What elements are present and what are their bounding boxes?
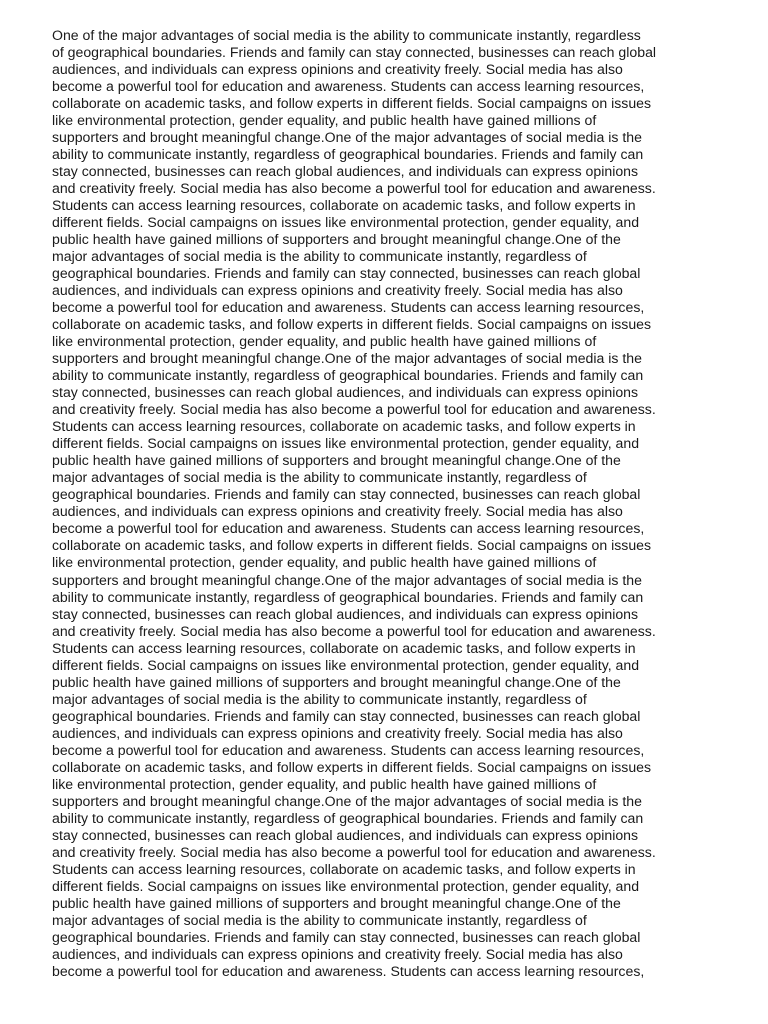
text-line: ability to communicate instantly, regardless of geographical boundaries. Friends and family can xyxy=(52,809,644,826)
text-line: ability to communicate instantly, regardless of geographical boundaries. Friends and family can xyxy=(52,588,644,605)
text-line: become a powerful tool for education and awareness. Students can access learning resources, xyxy=(52,299,645,316)
text-line: stay connected, businesses can reach global audiences, and individuals can express opinions xyxy=(52,605,639,622)
text-line: geographical boundaries. Friends and family can stay connected, businesses can reach global xyxy=(52,265,641,282)
text-line: different fields. Social campaigns on issues like environmental protection, gender equality, and xyxy=(52,214,640,231)
text-line: collaborate on academic tasks, and follow experts in different fields. Social campaigns on issues xyxy=(52,316,652,333)
text-line: different fields. Social campaigns on issues like environmental protection, gender equality, and xyxy=(52,435,640,452)
text-line: major advantages of social media is the ability to communicate instantly, regardless of xyxy=(52,469,587,486)
text-line: public health have gained millions of supporters and brought meaningful change.One of the xyxy=(52,231,621,248)
text-line: geographical boundaries. Friends and family can stay connected, businesses can reach global xyxy=(52,928,641,945)
text-line: stay connected, businesses can reach global audiences, and individuals can express opinions xyxy=(52,163,639,180)
text-line: and creativity freely. Social media has also become a powerful tool for education and awareness. xyxy=(52,180,656,197)
body-text xyxy=(52,27,732,980)
text-line: stay connected, businesses can reach global audiences, and individuals can express opinions xyxy=(52,826,639,843)
text-line: ability to communicate instantly, regardless of geographical boundaries. Friends and family can xyxy=(52,146,644,163)
text-line: audiences, and individuals can express opinions and creativity freely. Social media has also xyxy=(52,724,623,741)
text-line: public health have gained millions of supporters and brought meaningful change.One of the xyxy=(52,894,621,911)
text-line: different fields. Social campaigns on issues like environmental protection, gender equality, and xyxy=(52,877,640,894)
text-line: become a powerful tool for education and awareness. Students can access learning resources, xyxy=(52,962,645,979)
text-line: like environmental protection, gender equality, and public health have gained millions of xyxy=(52,775,597,792)
text-line: major advantages of social media is the ability to communicate instantly, regardless of xyxy=(52,248,587,265)
document-page xyxy=(52,27,732,992)
text-line: and creativity freely. Social media has also become a powerful tool for education and awareness. xyxy=(52,401,656,418)
text-line: and creativity freely. Social media has also become a powerful tool for education and awareness. xyxy=(52,843,656,860)
text-line: Students can access learning resources, collaborate on academic tasks, and follow experts in xyxy=(52,418,636,435)
text-line: public health have gained millions of supporters and brought meaningful change.One of the xyxy=(52,673,621,690)
text-line: supporters and brought meaningful change.One of the major advantages of social media is the xyxy=(52,571,642,588)
text-line: Students can access learning resources, collaborate on academic tasks, and follow experts in xyxy=(52,639,636,656)
text-line: become a powerful tool for education and awareness. Students can access learning resources, xyxy=(52,741,645,758)
text-line: supporters and brought meaningful change.One of the major advantages of social media is the xyxy=(52,129,642,146)
text-line: of geographical boundaries. Friends and family can stay connected, businesses can reach global xyxy=(52,44,657,61)
text-line: like environmental protection, gender equality, and public health have gained millions of xyxy=(52,333,597,350)
text-line: stay connected, businesses can reach global audiences, and individuals can express opinions xyxy=(52,384,639,401)
text-line: like environmental protection, gender equality, and public health have gained millions of xyxy=(52,112,597,129)
text-line: become a powerful tool for education and awareness. Students can access learning resources, xyxy=(52,78,645,95)
text-line: audiences, and individuals can express opinions and creativity freely. Social media has also xyxy=(52,282,623,299)
text-line: major advantages of social media is the ability to communicate instantly, regardless of xyxy=(52,690,587,707)
text-line: audiences, and individuals can express opinions and creativity freely. Social media has also xyxy=(52,503,623,520)
text-line: and creativity freely. Social media has also become a powerful tool for education and awareness. xyxy=(52,622,656,639)
text-line: Students can access learning resources, collaborate on academic tasks, and follow experts in xyxy=(52,860,636,877)
text-line: public health have gained millions of supporters and brought meaningful change.One of the xyxy=(52,452,621,469)
text-line: Students can access learning resources, collaborate on academic tasks, and follow experts in xyxy=(52,197,636,214)
text-line: collaborate on academic tasks, and follow experts in different fields. Social campaigns on issues xyxy=(52,758,652,775)
text-line: different fields. Social campaigns on issues like environmental protection, gender equality, and xyxy=(52,656,640,673)
text-line: become a powerful tool for education and awareness. Students can access learning resources, xyxy=(52,520,645,537)
text-line: geographical boundaries. Friends and family can stay connected, businesses can reach global xyxy=(52,707,641,724)
text-line: supporters and brought meaningful change.One of the major advantages of social media is the xyxy=(52,792,642,809)
text-line: collaborate on academic tasks, and follow experts in different fields. Social campaigns on issues xyxy=(52,537,652,554)
text-line: supporters and brought meaningful change.One of the major advantages of social media is the xyxy=(52,350,642,367)
text-line: audiences, and individuals can express opinions and creativity freely. Social media has also xyxy=(52,945,623,962)
text-line: geographical boundaries. Friends and family can stay connected, businesses can reach global xyxy=(52,486,641,503)
text-line: audiences, and individuals can express opinions and creativity freely. Social media has also xyxy=(52,61,623,78)
text-line: major advantages of social media is the ability to communicate instantly, regardless of xyxy=(52,911,587,928)
text-line: like environmental protection, gender equality, and public health have gained millions of xyxy=(52,554,597,571)
text-line: collaborate on academic tasks, and follow experts in different fields. Social campaigns on issues xyxy=(52,95,652,112)
text-line: ability to communicate instantly, regardless of geographical boundaries. Friends and family can xyxy=(52,367,644,384)
text-line: One of the major advantages of social media is the ability to communicate instantly, regardless xyxy=(52,27,641,43)
